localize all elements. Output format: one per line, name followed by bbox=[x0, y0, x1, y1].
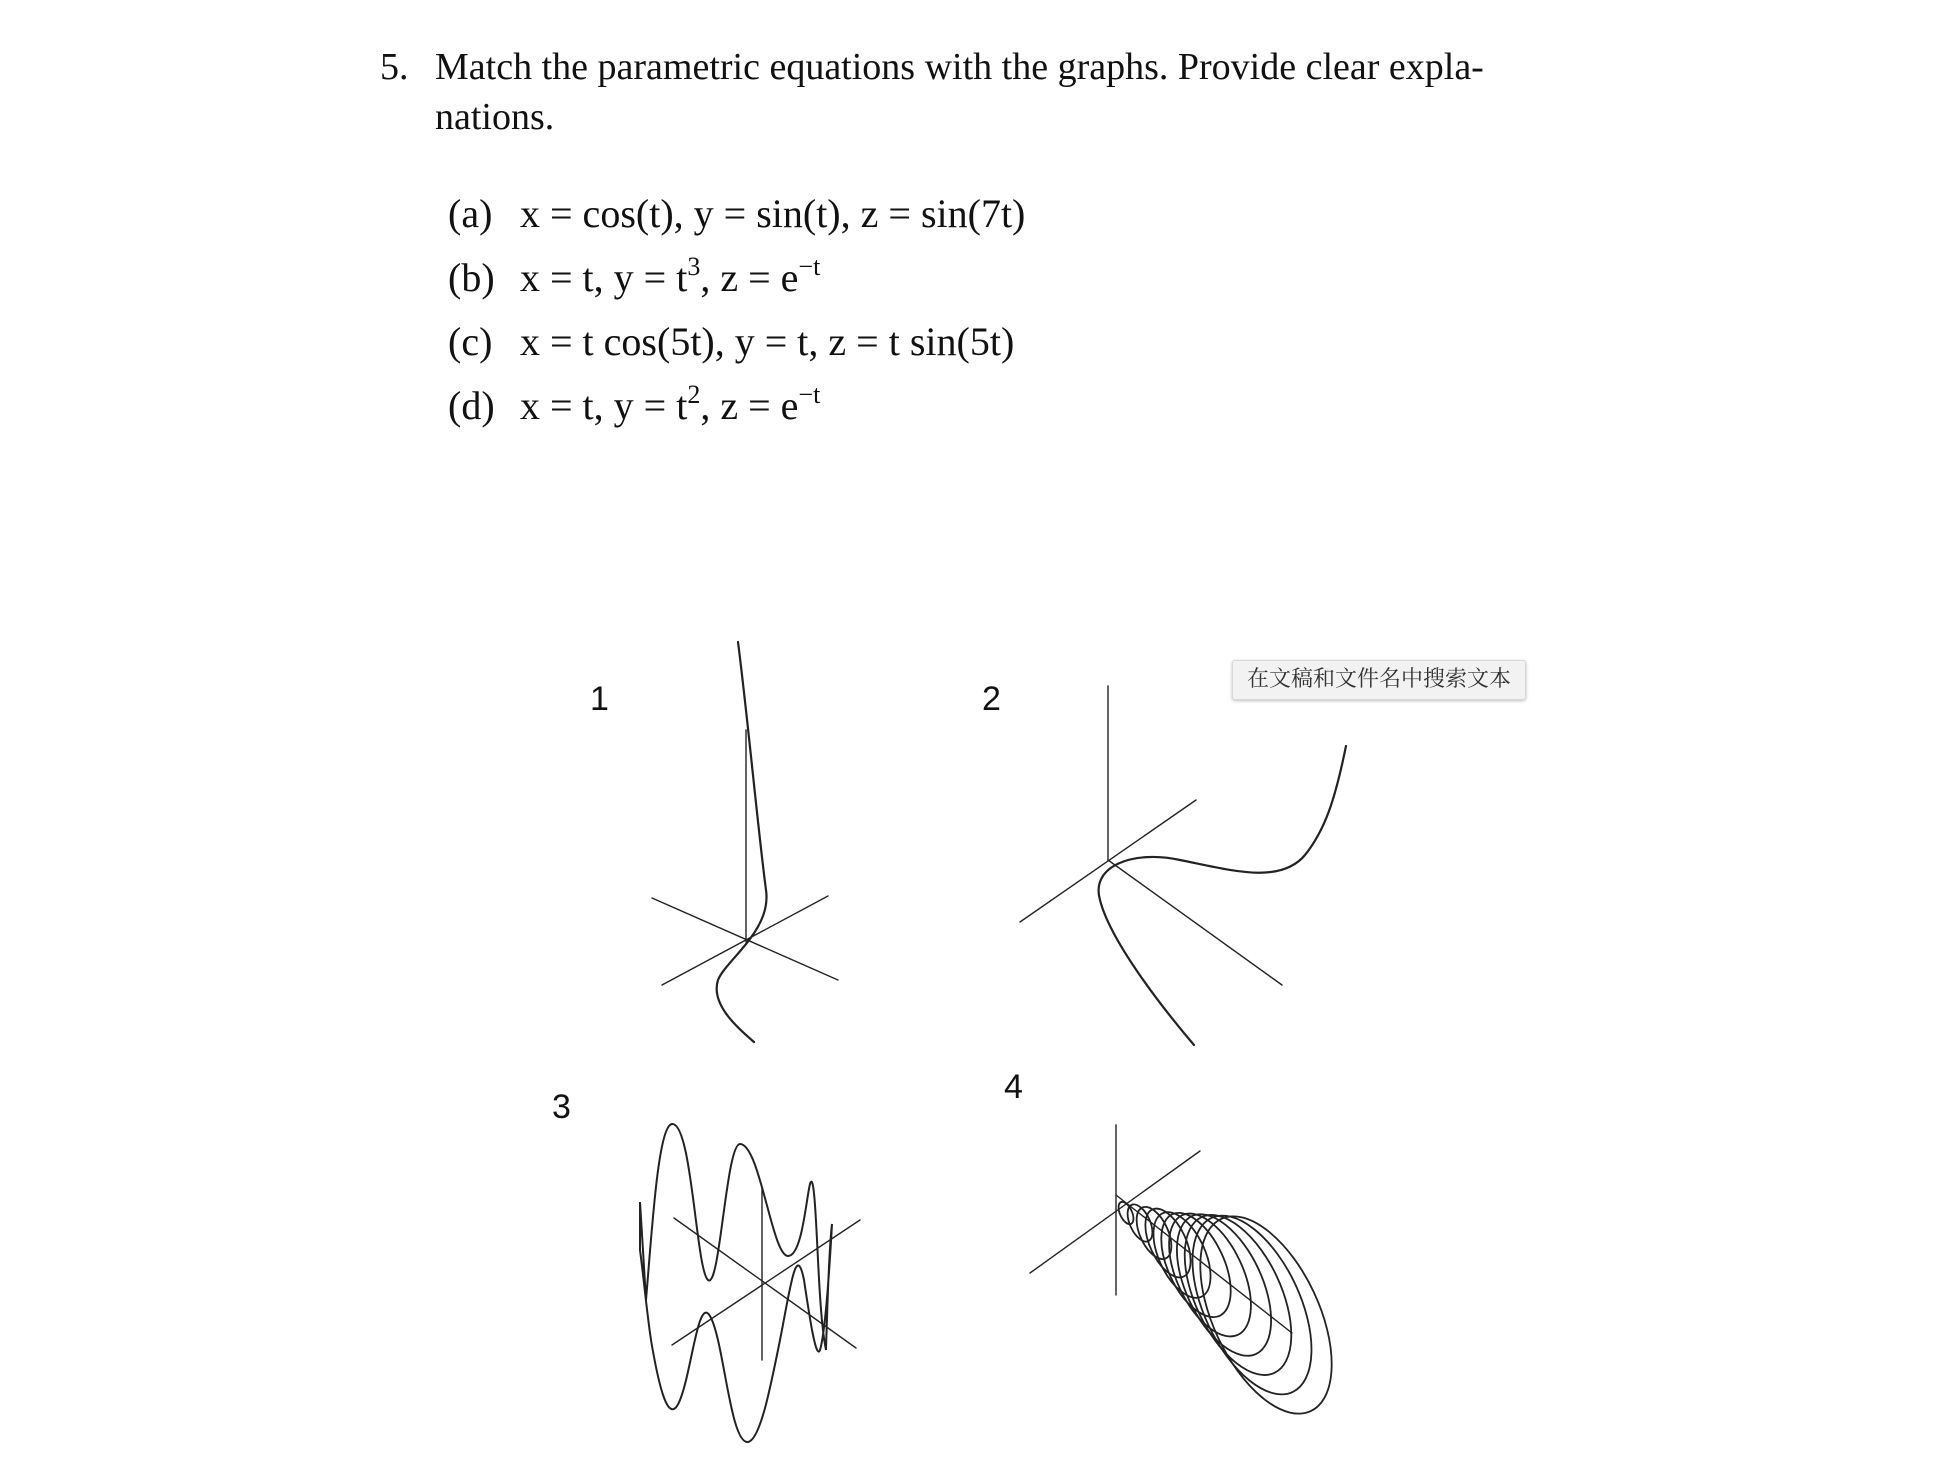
problem-number: 5. bbox=[380, 46, 409, 88]
equation-text: x = cos(t), y = sin(t), z = sin(7t) bbox=[520, 191, 1026, 236]
graph-label-1: 1 bbox=[590, 680, 609, 718]
search-tooltip: 在文稿和文件名中搜索文本 bbox=[1232, 660, 1526, 700]
equation-label: (a) bbox=[448, 191, 493, 236]
exponent: −t bbox=[798, 252, 821, 281]
equation-text: x = t cos(5t), y = t, z = t sin(5t) bbox=[520, 319, 1015, 364]
equation-d bbox=[448, 382, 820, 429]
equation-b bbox=[448, 254, 820, 301]
equation-text: x = t, y = t bbox=[520, 255, 688, 300]
axis-y bbox=[662, 896, 828, 985]
graph-label-4: 4 bbox=[1004, 1068, 1023, 1106]
curve bbox=[717, 642, 767, 1042]
equation-text: , z = e bbox=[700, 383, 799, 428]
equation-label: (d) bbox=[448, 383, 495, 428]
equation-label: (c) bbox=[448, 319, 493, 364]
axis-x bbox=[652, 898, 838, 980]
problem-text-line-1: Match the parametric equations with the graphs. Provide clear expla- bbox=[435, 46, 1484, 88]
curve-3d-graph-2-icon bbox=[1010, 680, 1390, 1060]
curve-3d-graph-1-icon bbox=[640, 630, 880, 1040]
problem-text-line-2: nations. bbox=[435, 96, 555, 138]
exponent: −t bbox=[798, 380, 821, 409]
curve bbox=[640, 1124, 832, 1442]
equation-label: (b) bbox=[448, 255, 495, 300]
equation-a bbox=[448, 190, 1025, 237]
curve-3d-graph-4-icon bbox=[1020, 1115, 1390, 1465]
equation-text: , z = e bbox=[700, 255, 799, 300]
exponent: 3 bbox=[687, 252, 701, 281]
equation-c bbox=[448, 318, 1014, 365]
curve bbox=[1099, 746, 1346, 1045]
graph-label-2: 2 bbox=[982, 680, 1001, 718]
axis-x bbox=[1030, 1151, 1200, 1273]
graph-label-3: 3 bbox=[552, 1088, 571, 1126]
curve-3d-graph-3-icon bbox=[620, 1080, 920, 1460]
helix-spring bbox=[1115, 1197, 1358, 1434]
equation-text: x = t, y = t bbox=[520, 383, 688, 428]
exponent: 2 bbox=[687, 380, 701, 409]
